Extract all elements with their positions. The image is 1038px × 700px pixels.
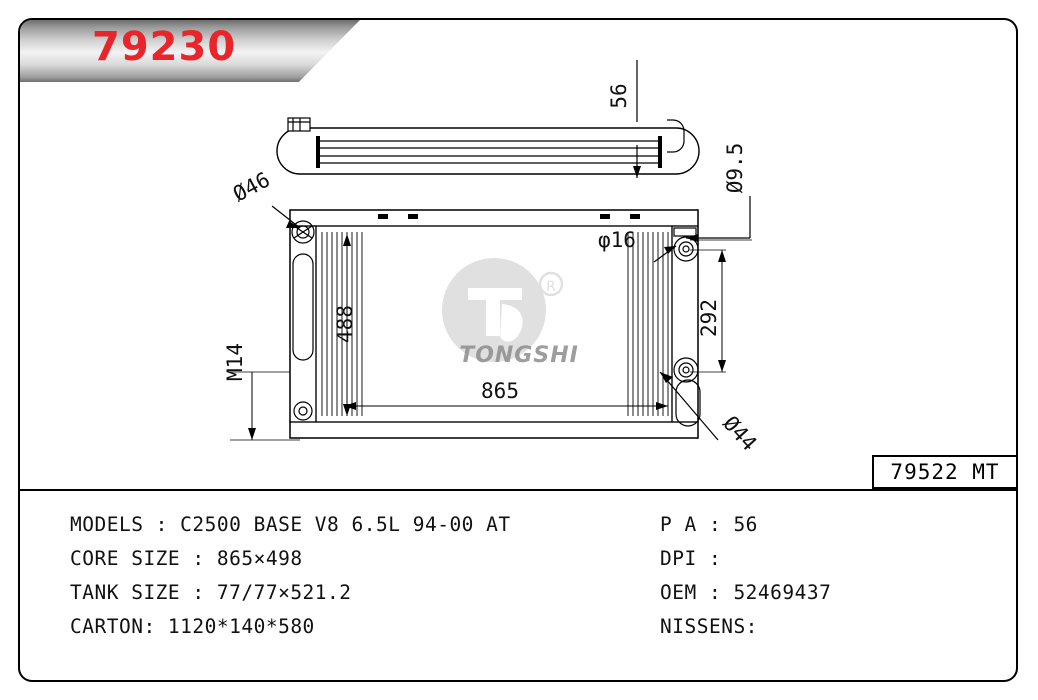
dim-46: Ø46 — [229, 167, 274, 207]
dim-56: 56 — [607, 83, 631, 109]
table-row — [70, 542, 1000, 576]
drawing-code-box: 79522 MT — [872, 455, 1016, 489]
part-number-label: 79230 — [92, 24, 237, 70]
panel-divider — [20, 489, 1016, 491]
spec-models: MODELS : C2500 BASE V8 6.5L 94-00 AT — [70, 513, 511, 536]
spec-tank-size: TANK SIZE : 77/77×521.2 — [70, 581, 352, 604]
dim-865: 865 — [481, 379, 519, 403]
table-row — [70, 508, 1000, 542]
watermark-brand: TONGSHI — [459, 343, 579, 368]
dim-44: Ø44 — [718, 411, 762, 456]
spec-carton: CARTON: 1120*140*580 — [70, 615, 315, 638]
spec-nissens: NISSENS: — [660, 615, 758, 638]
spec-table — [70, 508, 1000, 644]
registered-mark: R — [546, 279, 556, 295]
dim-m14: M14 — [223, 343, 247, 381]
spec-pa: P A : 56 — [660, 513, 758, 536]
spec-oem: OEM : 52469437 — [660, 581, 832, 604]
dim-292: 292 — [697, 299, 721, 337]
table-row — [70, 576, 1000, 610]
table-row — [70, 610, 1000, 644]
spec-core-size: CORE SIZE : 865×498 — [70, 547, 303, 570]
dim-488: 488 — [333, 305, 357, 343]
dim-16: φ16 — [598, 228, 636, 252]
spec-dpi: DPI : — [660, 547, 722, 570]
dim-9-5: Ø9.5 — [723, 142, 747, 194]
